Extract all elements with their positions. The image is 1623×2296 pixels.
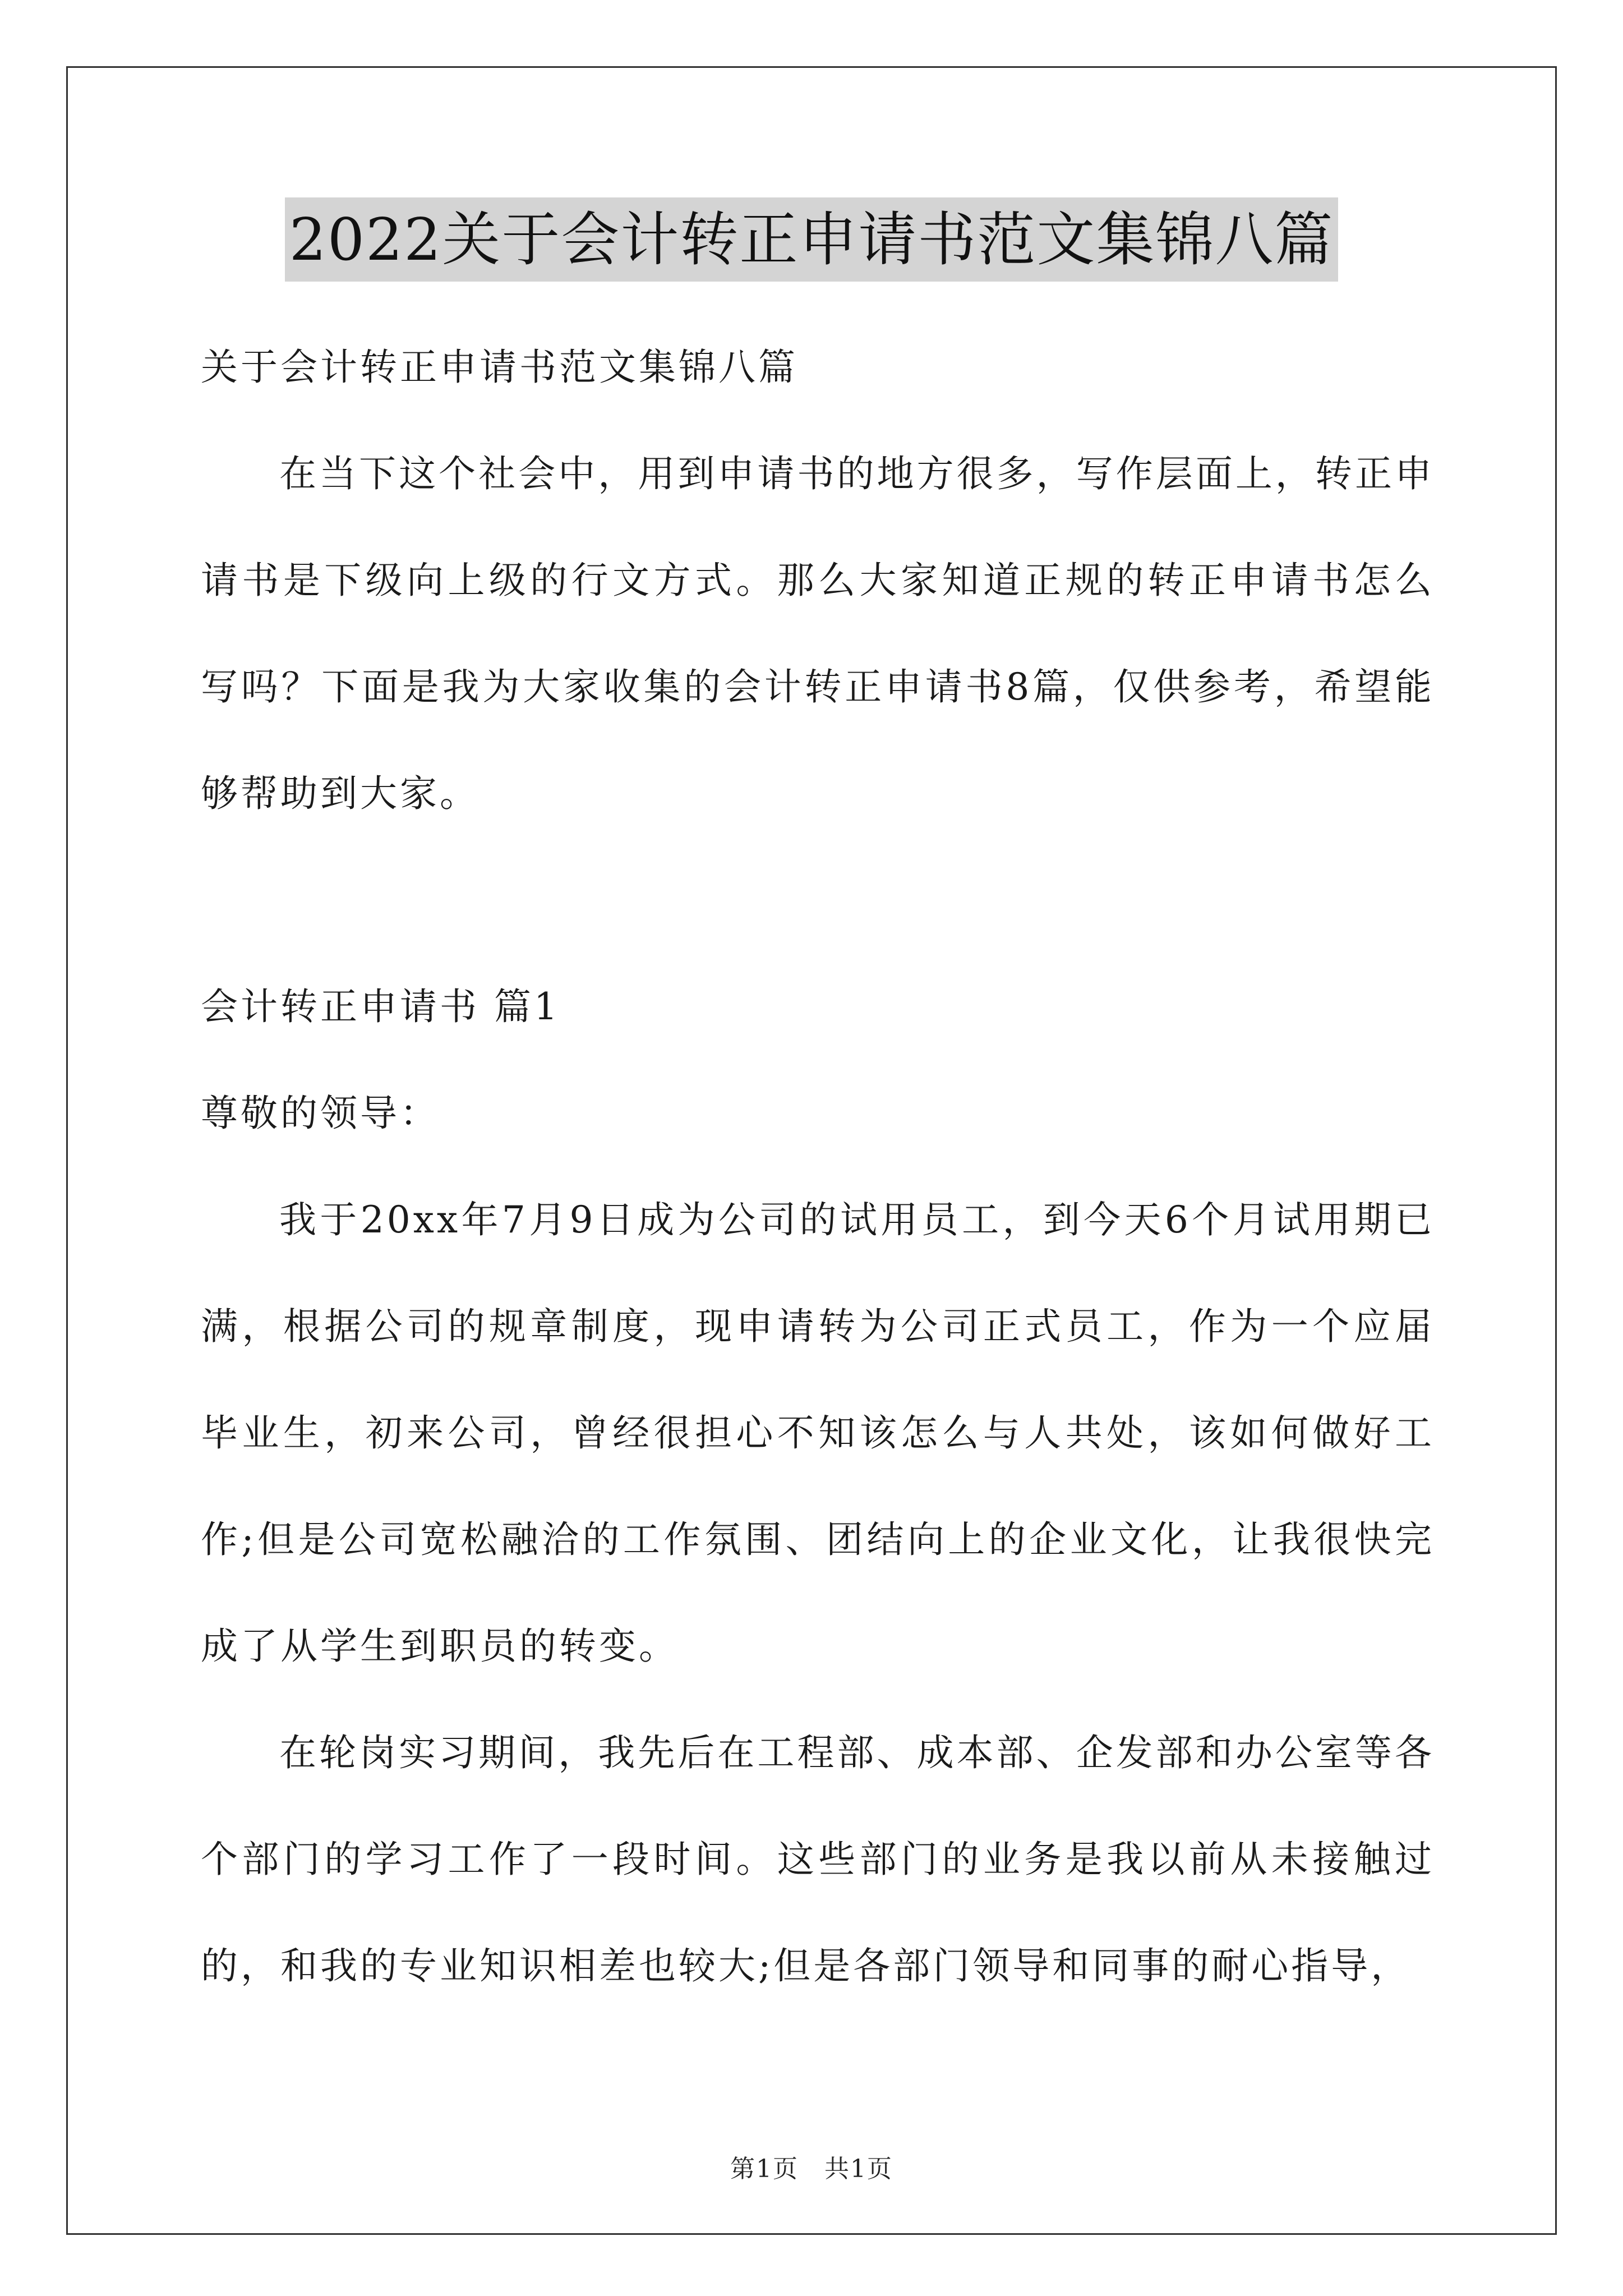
document-title: 2022关于会计转正申请书范文集锦八篇 (285, 197, 1339, 282)
document-body (201, 314, 1435, 2019)
page-footer: 第1页 共1页 (730, 2155, 893, 2183)
body-paragraph-2: 在轮岗实习期间，我先后在工程部、成本部、企发部和办公室等各个部门的学习工作了一段时间。这些部门的业务是我以前从未接触过的，和我的专业知识相差也较大;但是各部门领导和同事的耐心指导， (201, 1731, 1435, 1987)
section-heading: 会计转正申请书 篇1 (201, 985, 560, 1028)
body-paragraph-1: 我于20xx年7月9日成为公司的试用员工，到今天6个月试用期已满，根据公司的规章制度，现申请转为公司正式员工，作为一个应届毕业生，初来公司，曾经很担心不知该怎么与人共处，该如何做好工作;但是公司宽松融洽的工作氛围、团结向上的企业文化，让我很快完成了从学生到职员的转变。 (201, 1198, 1435, 1668)
title-container (0, 197, 1623, 282)
section-spacer (201, 847, 1435, 954)
document-subtitle: 关于会计转正申请书范文集锦八篇 (201, 346, 798, 389)
intro-paragraph: 在当下这个社会中，用到申请书的地方很多，写作层面上，转正申请书是下级向上级的行文方式。那么大家知道正规的转正申请书怎么写吗？下面是我为大家收集的会计转正申请书8篇，仅供参考，希望能够帮助到大家。 (201, 452, 1435, 815)
salutation: 尊敬的领导： (201, 1092, 440, 1135)
